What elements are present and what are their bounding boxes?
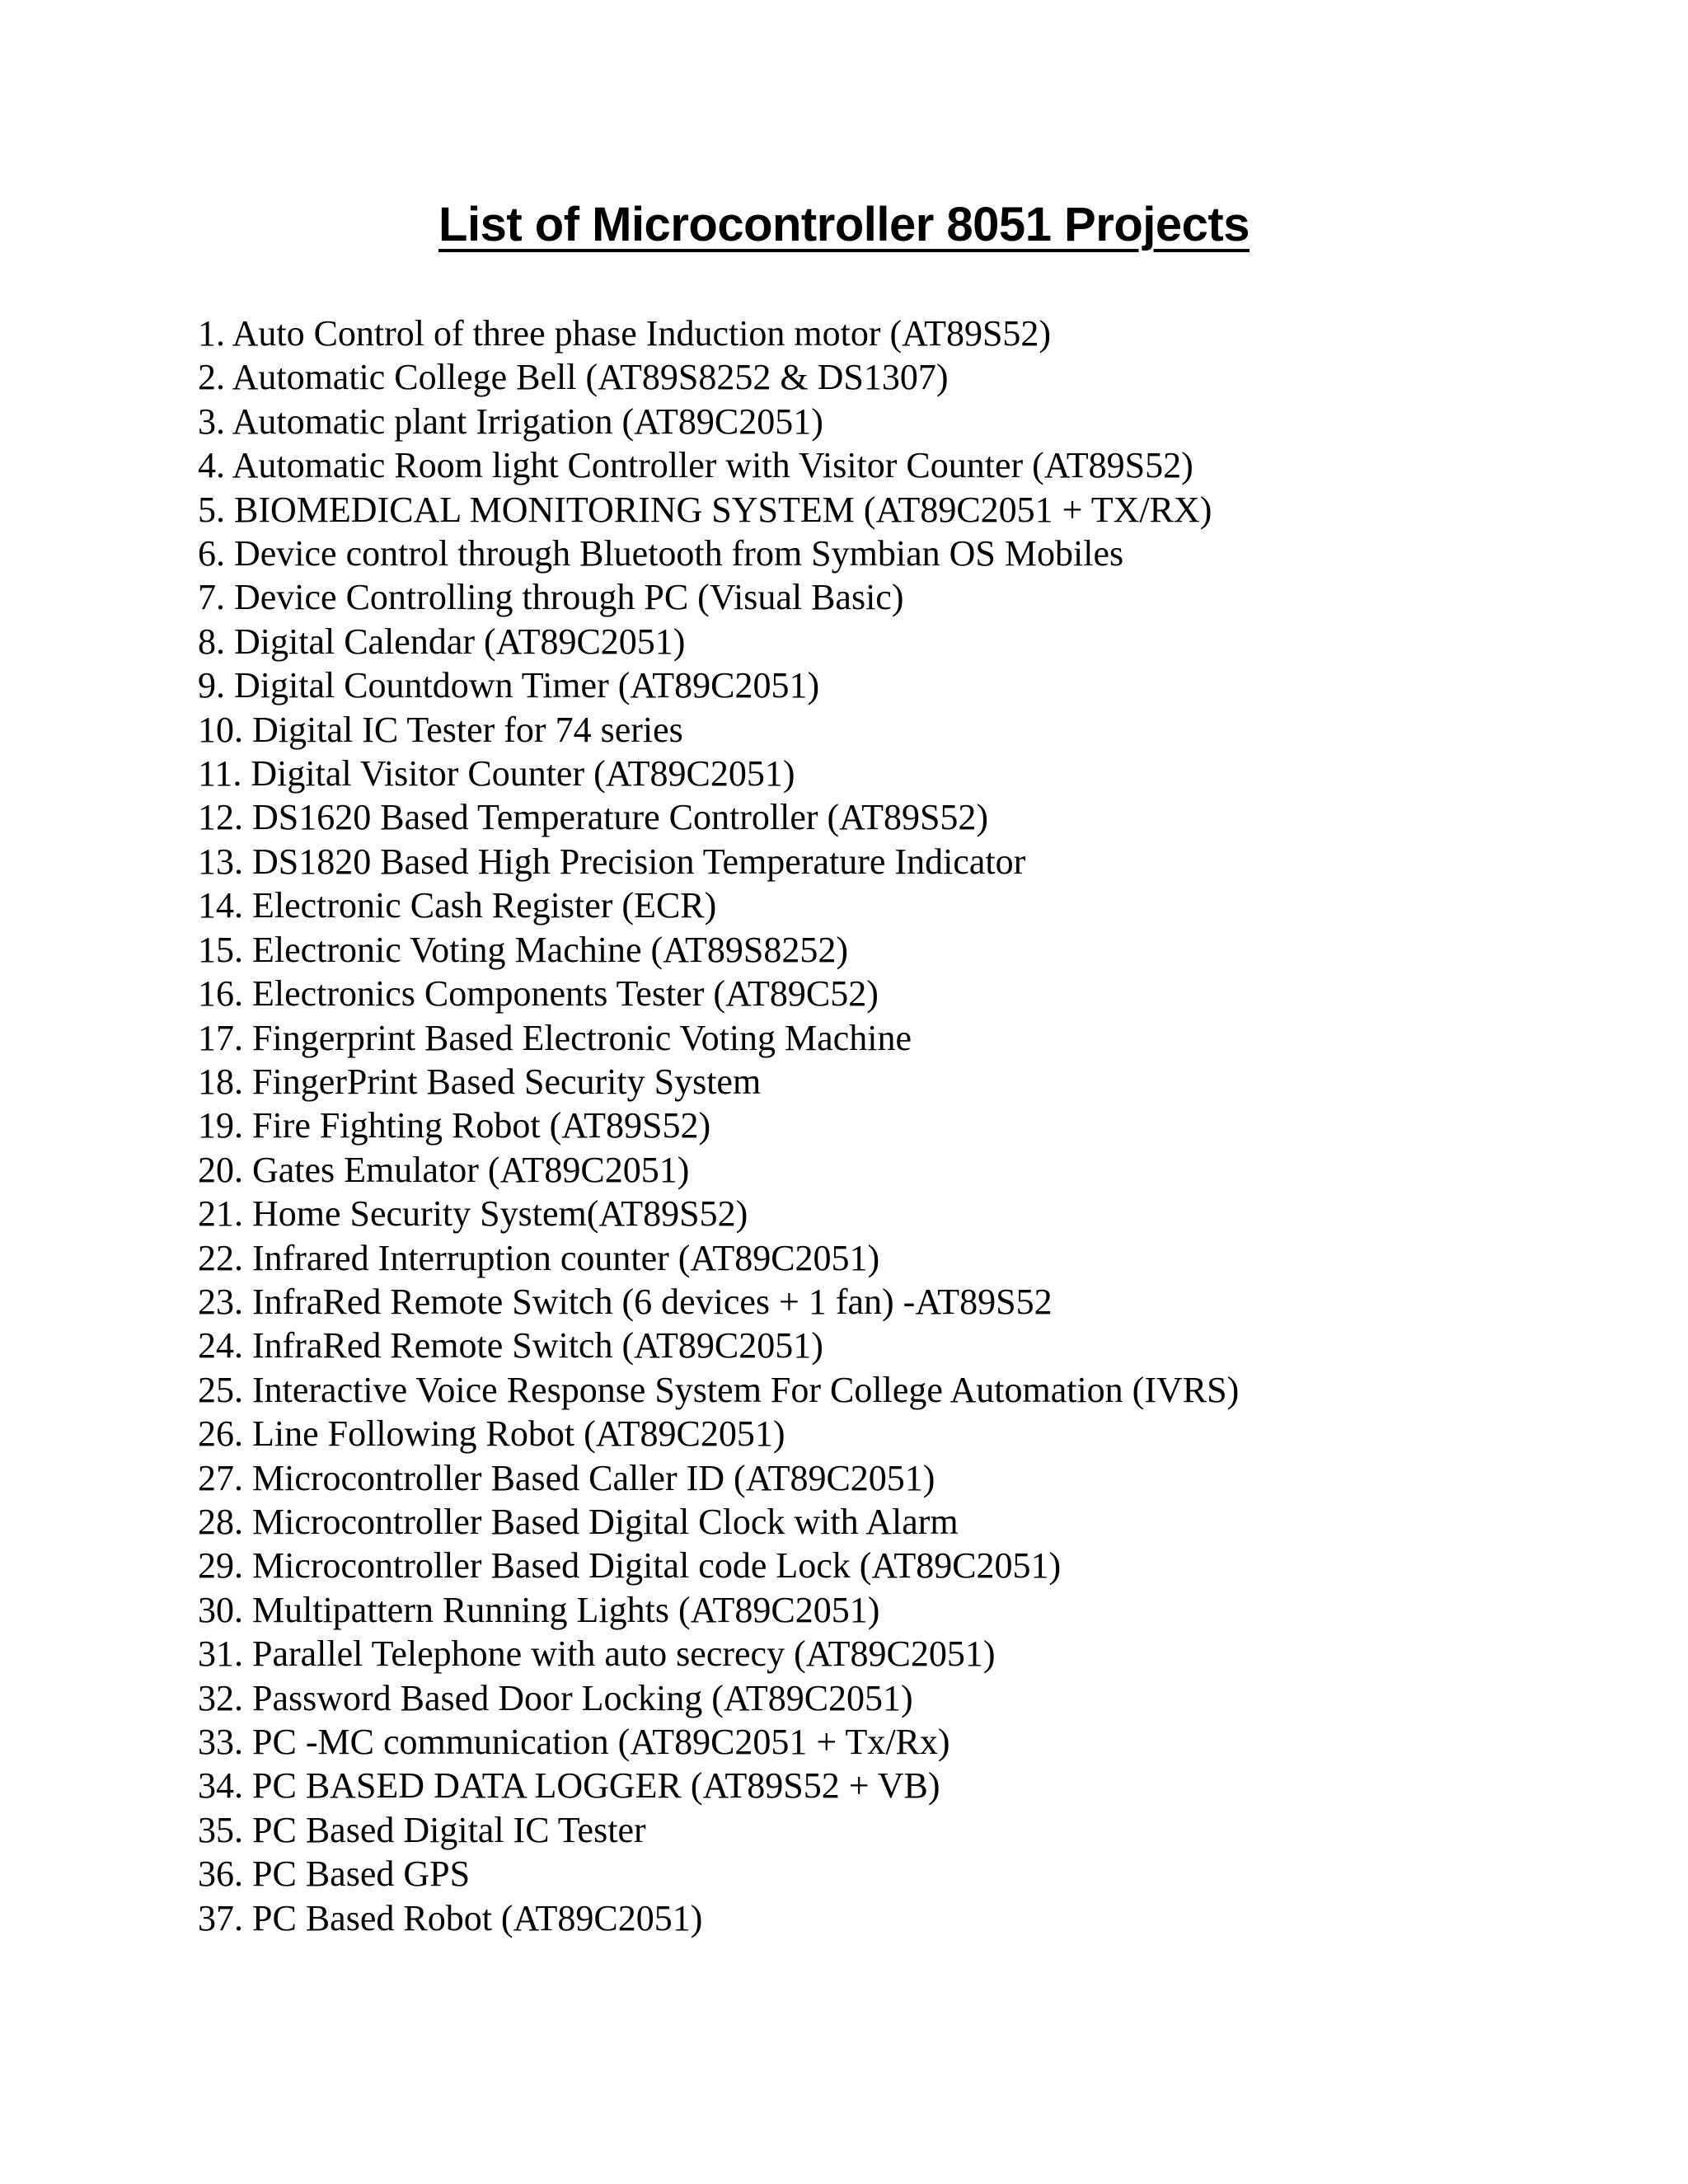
list-item: 37. PC Based Robot (AT89C2051) (198, 1897, 703, 1938)
list-item: 16. Electronics Components Tester (AT89C52) (198, 973, 879, 1015)
list-item: 28. Microcontroller Based Digital Clock with Alarm (198, 1501, 959, 1542)
list-item: 20. Gates Emulator (AT89C2051) (198, 1149, 690, 1190)
list-item: 15. Electronic Voting Machine (AT89S8252) (198, 929, 849, 970)
list-item: 25. Interactive Voice Response System For College Automation (IVRS) (198, 1369, 1240, 1410)
list-item: 34. PC BASED DATA LOGGER (AT89S52 + VB) (198, 1765, 940, 1807)
list-item: 9. Digital Countdown Timer (AT89C2051) (198, 665, 820, 706)
page-title (0, 196, 1688, 254)
list-item: 13. DS1820 Based High Precision Temperature Indicator (198, 841, 1026, 882)
list-item: 12. DS1620 Based Temperature Controller (AT89S52) (198, 797, 989, 838)
list-item: 26. Line Following Robot (AT89C2051) (198, 1413, 785, 1455)
list-item: 19. Fire Fighting Robot (AT89S52) (198, 1105, 711, 1146)
page-title-text: List of Microcontroller 8051 Projects (438, 198, 1250, 251)
list-item: 35. PC Based Digital IC Tester (198, 1809, 646, 1850)
list-item: 6. Device control through Bluetooth from Symbian OS Mobiles (198, 533, 1124, 574)
list-item: 17. Fingerprint Based Electronic Voting Machine (198, 1017, 912, 1058)
list-item: 4. Automatic Room light Controller with Visitor Counter (AT89S52) (198, 445, 1193, 486)
list-item: 32. Password Based Door Locking (AT89C2051) (198, 1677, 913, 1718)
list-item: 23. InfraRed Remote Switch (6 devices + 1 fan) -AT89S52 (198, 1281, 1053, 1322)
list-item: 1. Auto Control of three phase Induction motor (AT89S52) (198, 313, 1052, 354)
project-list (198, 312, 1648, 1940)
list-item: 14. Electronic Cash Register (ECR) (198, 885, 717, 926)
list-item: 10. Digital IC Tester for 74 series (198, 709, 683, 750)
list-item: 30. Multipattern Running Lights (AT89C2051) (198, 1589, 880, 1630)
list-item: 21. Home Security System(AT89S52) (198, 1193, 748, 1235)
list-item: 36. PC Based GPS (198, 1854, 471, 1895)
list-item: 22. Infrared Interruption counter (AT89C2051) (198, 1237, 880, 1278)
list-item: 18. FingerPrint Based Security System (198, 1061, 762, 1102)
list-item: 8. Digital Calendar (AT89C2051) (198, 621, 686, 662)
list-item: 24. InfraRed Remote Switch (AT89C2051) (198, 1325, 823, 1366)
list-item: 27. Microcontroller Based Caller ID (AT89C2051) (198, 1457, 935, 1498)
list-item: 5. BIOMEDICAL MONITORING SYSTEM (AT89C2051 + TX/RX) (198, 489, 1212, 530)
list-item: 11. Digital Visitor Counter (AT89C2051) (198, 753, 795, 794)
list-item: 2. Automatic College Bell (AT89S8252 & DS1307) (198, 357, 949, 398)
list-item: 3. Automatic plant Irrigation (AT89C2051) (198, 401, 823, 442)
list-item: 31. Parallel Telephone with auto secrecy (AT89C2051) (198, 1633, 996, 1675)
list-item: 33. PC -MC communication (AT89C2051 + Tx/Rx) (198, 1722, 950, 1762)
list-item: 29. Microcontroller Based Digital code Lock (AT89C2051) (198, 1545, 1062, 1586)
list-item: 7. Device Controlling through PC (Visual Basic) (198, 577, 904, 618)
